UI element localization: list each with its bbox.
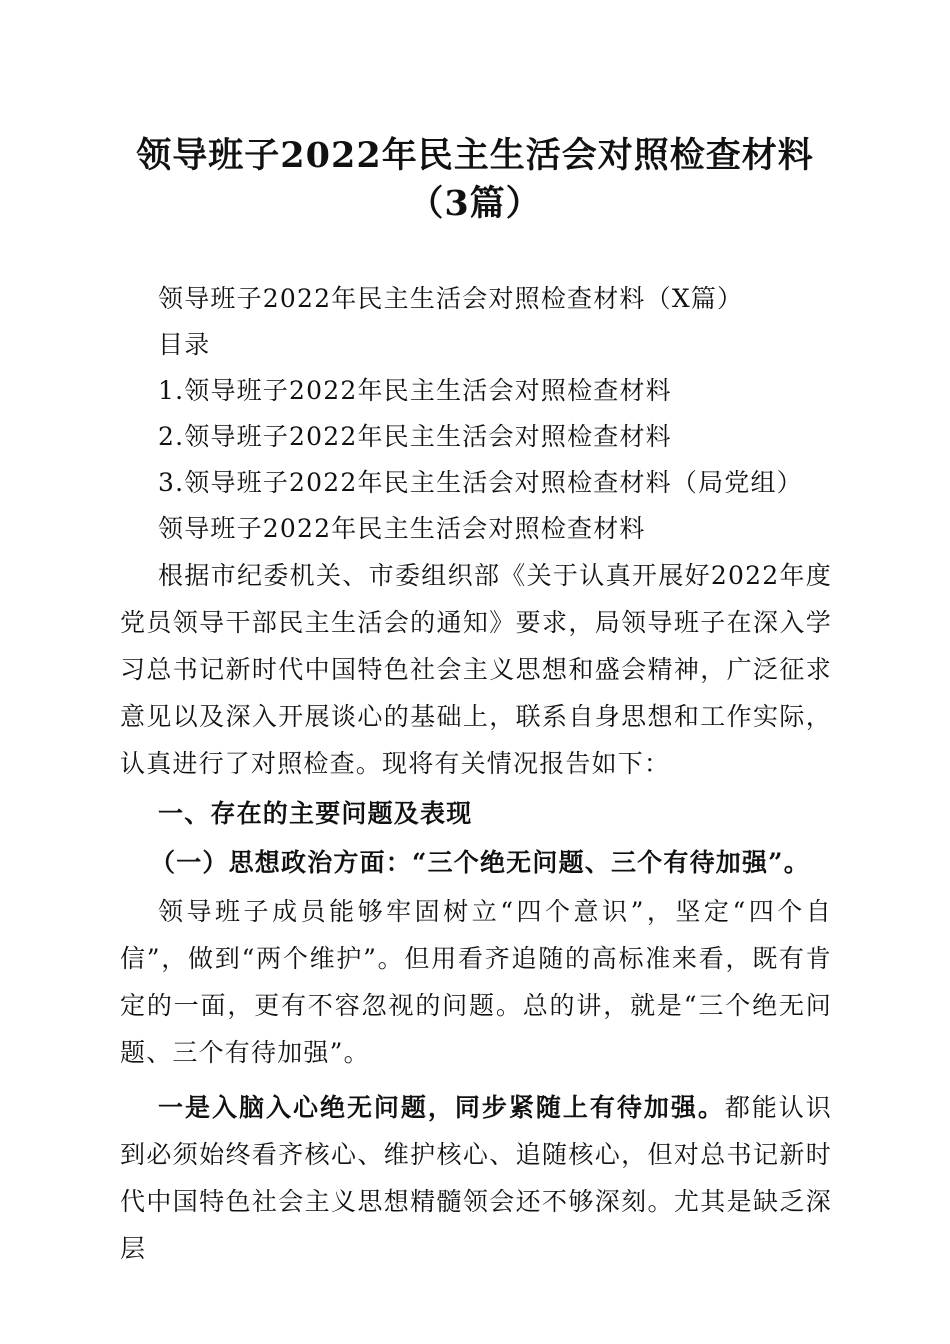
document-body <box>120 276 832 1272</box>
toc-label: 目录 <box>158 330 211 359</box>
document-subtitle: 领导班子2022年民主生活会对照检查材料（X篇） <box>158 284 744 313</box>
paragraph-2-rest: 都能认识到必须始终看齐核心、维护核心、追随核心，但对总书记新时代中国特色社会主义思想精髓领会还不够深刻。尤其是缺乏深层 <box>120 1093 833 1263</box>
subheading-1: （一）思想政治方面：“三个绝无问题、三个有待加强”。 <box>150 848 810 877</box>
toc-item-1: 1.领导班子2022年民主生活会对照检查材料 <box>158 376 672 405</box>
paragraph-2-lead: 一是入脑入心绝无问题，同步紧随上有待加强。 <box>158 1093 725 1122</box>
toc-item-2: 2.领导班子2022年民主生活会对照检查材料 <box>158 422 672 451</box>
toc-item-3: 3.领导班子2022年民主生活会对照检查材料（局党组） <box>158 468 803 497</box>
heading-1: 一、存在的主要问题及表现 <box>158 799 473 828</box>
section-title: 领导班子2022年民主生活会对照检查材料 <box>158 514 646 543</box>
document-title: 领导班子2022年民主生活会对照检查材料（3篇） <box>136 135 814 224</box>
paragraph-1: 领导班子成员能够牢固树立“四个意识”，坚定“四个自信”，做到“两个维护”。但用看齐追随的高标准来看，既有肯定的一面，更有不容忽视的问题。总的讲，就是“三个绝无问题、三个有待加强”。 <box>120 897 832 1067</box>
intro-paragraph: 根据市纪委机关、市委组织部《关于认真开展好2022年度党员领导干部民主生活会的通知》要求，局领导班子在深入学习总书记新时代中国特色社会主义思想和盛会精神，广泛征求意见以及深入开展谈心的基础上，联系自身思想和工作实际，认真进行了对照检查。现将有关情况报告如下： <box>120 561 832 778</box>
paragraph-2 <box>120 1084 832 1272</box>
